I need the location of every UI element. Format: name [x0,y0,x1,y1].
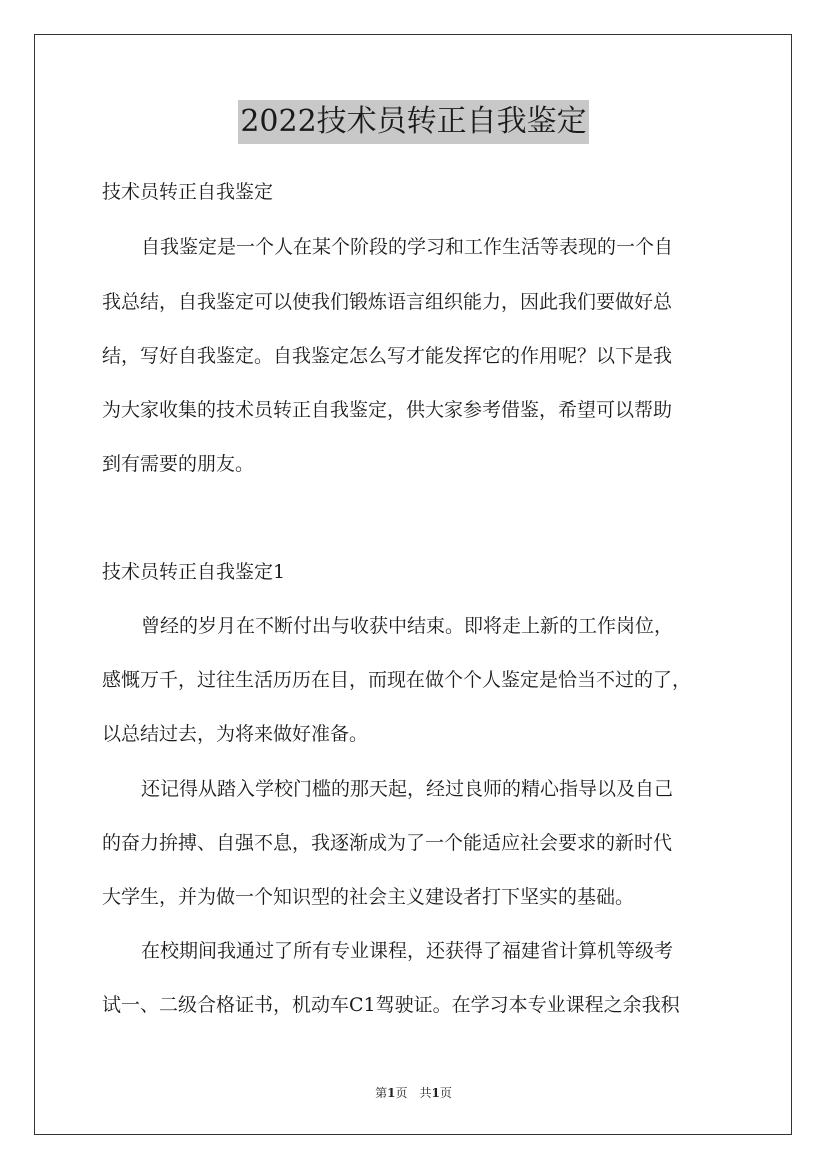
para2-line-2: 的奋力拚搏、自强不息，我逐渐成为了一个能适应社会要求的新时代 [102,832,673,854]
page-footer [0,1084,827,1101]
para3-line-2: 试一、二级合格证书，机动车C1驾驶证。在学习本专业课程之余我积 [102,994,680,1016]
para1-line-2: 感慨万千，过往生活历历在目，而现在做个个人鉴定是恰当不过的了， [102,669,692,691]
intro-line-3: 结，写好自我鉴定。自我鉴定怎么写才能发挥它的作用呢？以下是我 [102,345,673,367]
document-title [0,100,827,144]
intro-line-1: 自我鉴定是一个人在某个阶段的学习和工作生活等表现的一个自 [141,236,674,258]
footer-suffix: 页 [439,1086,452,1100]
section-heading: 技术员转正自我鉴定 [102,181,274,203]
footer-prefix: 第 [375,1086,388,1100]
intro-line-5: 到有需要的朋友。 [102,453,255,475]
footer-page-number: 1 [387,1086,396,1100]
intro-line-2: 我总结，自我鉴定可以使我们锻炼语言组织能力，因此我们要做好总 [102,291,673,313]
intro-line-4: 为大家收集的技术员转正自我鉴定，供大家参考借鉴，希望可以帮助 [102,399,673,421]
para1-line-3: 以总结过去，为将来做好准备。 [102,723,369,745]
subsection-heading: 技术员转正自我鉴定1 [102,561,286,583]
para1-line-1: 曾经的岁月在不断付出与收获中结束。即将走上新的工作岗位， [141,615,674,637]
footer-mid: 页 共 [395,1086,432,1100]
para3-line-1: 在校期间我通过了所有专业课程，还获得了福建省计算机等级考 [141,940,674,962]
footer-page-total: 1 [431,1086,440,1100]
para2-line-1: 还记得从踏入学校门槛的那天起，经过良师的精心指导以及自己 [141,778,674,800]
document-title-text: 2022技术员转正自我鉴定 [238,100,588,144]
para2-line-3: 大学生，并为做一个知识型的社会主义建设者打下坚实的基础。 [102,886,635,908]
